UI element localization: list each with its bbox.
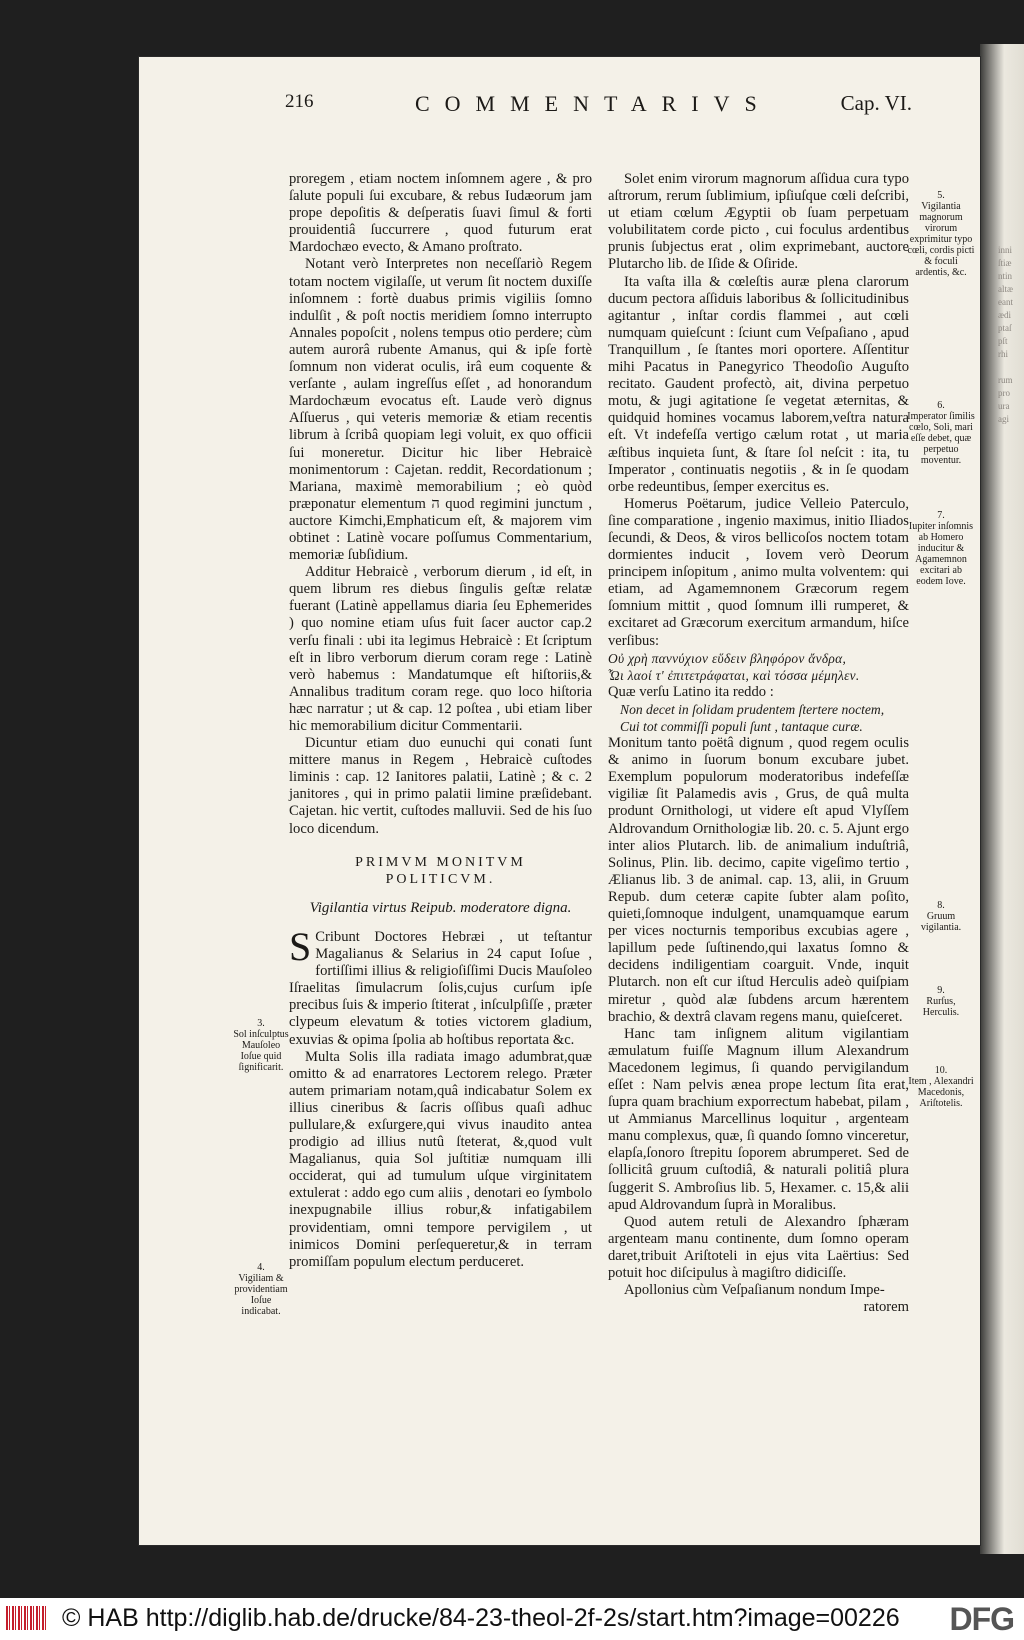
margin-note-text: Vigiliam & providentiam Ioſue indicabat. (234, 1273, 288, 1317)
running-header (285, 91, 912, 115)
margin-note (907, 900, 975, 933)
section-heading (289, 854, 592, 888)
dfg-logo: DFG (949, 1601, 1014, 1637)
margin-note (907, 985, 975, 1018)
greek-verse: Οὐ χρὴ παννύχιον εὕδειν βληφόρον ἄνδρα, (608, 650, 847, 666)
paragraph: Notant verò Interpretes non neceſſariò Regem totam noctem vigilaſſe, ut verum ſit noctem duxiſſe inſomnem : fortè duabus primis vigiliis ſomno indulſit , & poſt noctis meridiem ſomno interrupto Annales popoſcit , nolens tempus otio perdere; cùm autem aurorâ rubente Amanus, qui & ipſe fortè ſomnum non viderat oculis, irâ eum coquente & verſante , aulam ingreſſus eſſet , ad honorandum Mardochæum evocatus eſt. Laude verò dignus Aſſuerus , qui veteris memoriæ & etiam recentis librum à ſcribâ quopiam legi voluit, ex quo officii ſui moneretur. Dicitur hic liber Hebraicè monimentorum : Cajetan. reddit, Recordationum ; Mariana, maximè memorabilium ; eò quòd præponatur elementum ה quod regimini junctum , auctore Kimchi,Emphaticum eſt, & majorem vim obtinet : Latinè vocare poſſumus Commentarium, memoriæ ſubſidium. (289, 256, 592, 564)
greek-verse: Ὧι λαοί τ' ἐπιτετράφαται, καὶ τόσσα μέμηλεν. (608, 667, 860, 683)
margin-note-number: 9. (937, 985, 945, 996)
latin-verse: Non decet in ſolidam prudentem ſtertere noctem, (620, 701, 885, 717)
margin-note (232, 1262, 290, 1317)
adjacent-page-edge: inni ſtiæ ntin altæ eant ædi ptaſ pſt rhi rum pro ura agi (980, 44, 1024, 1554)
margin-note-text: Vigilantia magnorum virorum exprimitur typo cœli, cordis picti & foculi ardentis, &c. (907, 201, 975, 278)
paragraph: Quæ verſu Latino ita reddo : (608, 683, 774, 700)
margin-note-number: 10. (934, 1065, 948, 1076)
source-link[interactable]: © HAB http://diglib.hab.de/drucke/84-23-theol-2f-2s/start.htm?image=00226 (62, 1604, 900, 1632)
chapter-label: Cap. VI. (840, 91, 912, 115)
paragraph: Multa Solis illa radiata imago adumbrat,quæ omitto & ad enarratores Lectorem relego. Præter autem primariam notam,quâ indicabatur Solem ex illius cineribus & ſacris oſſibus quaſi adhuc pullulare,& exſurgere,qui vivus inaudito antea prodigio ad illius nutû ſteterat, &,quod vult Magalianus, quia Sol juſtitiæ numquam illi occiderat, qui ad tumulum uſque virginitatem extulerat : addo ego cum aliis , denotari eo ſymbolo inexpugnabile illius robur,& infatigabilem providentiam, omni tempore pervigilem , ut inimicos Domini perſequeretur,& in terram promiſſam populum electum perduceret. (289, 1048, 592, 1270)
paragraph: Solet enim virorum magnorum aſſidua cura typo aſtrorum, rerum ſublimium, ipſiuſque cœli deſcribi, ut etiam cœlum Ægyptii ob ſuam perpetuam volubilitatem corde picto , cui foculus ardentibus prunis ſubjectus erat , olim exprimebant, auctore Plutarcho lib. de Iſide & Oſiride. (608, 171, 909, 273)
margin-note-text: Sol inſculptus Mauſoleo Ioſue quid ſignificarit. (233, 1029, 289, 1073)
margin-note-text: Imperator ſimilis cœlo, Soli, mari eſſe debet, quæ perpetuo moventur. (907, 411, 975, 466)
paragraph: Monitum tanto poëtâ dignum , quod regem oculis & animo in ſuorum bonum excubare jubet. Exemplum populorum moderatoribus indefeſſæ vigiliæ ſit Palamedis avis , Grus, de quâ multa produnt Ornithologi, ut videre eſt apud Vlyſſem Aldrovandum Ornithologiæ lib. 20. c. 5. Ajunt ergo inter alios Plutarch. lib. de animalium induſtriâ, Solinus, Plin. lib. decimo, capite vigeſimo tertio , Ælianus lib. 3 de animal. cap. 13, alii, in Gruum Repub. dum ceteræ capite ſubter alam poſito, quieti,ſomnoque indulgent, unamquamque earum per vices nocturnis temporibus excubias agere , lapillum pede ſuſtinendo,qui laxatus ſomno & decidens indiligentiam coarguit. Vnde, inquit Plutarch. non eſt cur iſtud Herculis adeò quiſpiam miretur , quòd alæ ſubdens arcum hærentem brachio, & dextrâ clavam regens manu, quieſceret. (608, 735, 909, 1025)
drop-capital: S (289, 923, 312, 969)
margin-note-number: 5. (937, 190, 945, 201)
margin-note (907, 510, 975, 587)
margin-note-text: Rurſus, Herculis. (922, 996, 960, 1018)
paragraph: Additur Hebraicè , verborum dierum , id eſt, in quem librum res diebus ſingulis geſtæ relatæ fuerant (Latinè appellamus diaria ſeu Ephemerides ) quo nomine etiam uſus fuit ſacer auctor cap.2 verſu finali : ubi ita legimus Hebraicè : Et ſcriptum eſt in libro verborum dierum coram rege : Latinè verò habemus : Mandatumque eſt hiſtoriis,& Annalibus traditum coram rege. quo loco hiſtoria hæc narratur ; ut & cap. 12 poſtea , ubi etiam liber hic memorabilium dicitur Commentarii. (289, 564, 592, 734)
margin-note (907, 190, 975, 278)
paragraph (289, 923, 592, 1049)
right-column (608, 171, 909, 1316)
heading-line: POLITICVM. (385, 871, 496, 887)
heading-line: PRIMVM MONITVM (355, 854, 526, 870)
page-number: 216 (285, 91, 314, 112)
paragraph: Ita vaſta illa & cœleſtis auræ plena clarorum ducum pectora aſſiduis laboribus & ſollicitudinibus agitantur , inſtar cordis flammei , aut cœli numquam quieſcunt : ſciunt cum Veſpaſiano , apud Tranquillum , ſe ſtantes mori oportere. Aſſentitur mihi Pacatus in Panegyrico Theodoſio Auguſto recitato. Gaudent profectò, ait, divina perpetuo motu, & jugi agitatione ſe vegetat æternitas, & quidquid homines vocamus laborem,veſtra natura eſt. Vt indefeſſa vertigo cælum rotat , ut maria æſtibus inquieta ſunt, & ſtare ſol neſcit : ita, tu Imperator , continuatis negotiis , & in ſe quodam orbe redeuntibus, ſemper exercitus es. (608, 273, 909, 495)
running-title: COMMENTARIVS (415, 91, 772, 116)
latin-verse: Cui tot commiſſi populi ſunt , tantaque curæ. (620, 719, 863, 734)
margin-note-number: 7. (937, 510, 945, 521)
margin-note-number: 8. (937, 900, 945, 911)
catchword: ratorem (863, 1299, 909, 1316)
section-subheading: Vigilantia virtus Reipub. moderatore digna. (309, 899, 572, 916)
margin-note-number: 4. (257, 1262, 265, 1273)
margin-note (907, 400, 975, 466)
paragraph: Dicuntur etiam duo eunuchi qui conati ſunt mittere manus in Regem , Hebraicè cuſtodes liminis : cap. 12 Ianitores palatii, Latinè ; & c. 2 janitores , qui in primo palatii limine præſidebant. Cajetan. hic vertit, cuſtodes malluvii. Sed de his ſuo loco dicendum. (289, 735, 592, 837)
paragraph: Apollonius cùm Veſpaſianum nondum Impe- (624, 1282, 885, 1299)
paragraph: proregem , etiam noctem inſomnem agere , & pro ſalute populi ſui excubare, & rebus Iudæorum jam prope depoſitis & deſperatis ſuavi ſimul & forti prouidentiâ ſuccurrere , quod futurum erat Mardochæo evecto, & Amano proſtrato. (289, 171, 592, 256)
paragraph: Hanc tam inſignem alitum vigilantiam æmulatum fuiſſe Magnum illum Alexandrum Macedonem legimus, ſi quando pervigilandum eſſet : Nam pelvis ænea prope lectum ſita erat, ſupra quam brachium exporrectum habebat, pilam , ut Ammianus Marcellinus loquitur , argenteam manu complexus, quæ, ſi quando ſomno vinceretur, elapſa,ſonoro ſtrepitu ſoporem abrumperet. Sed de ſollicitâ gruum cuſtodiâ, & naturali politiâ plura ſuggerit S. Ambroſius lib. 5, Hexamer. c. 15,& alii apud Aldrovandum ſuprà in Moralibus. (608, 1025, 909, 1213)
barcode-icon (6, 1606, 46, 1630)
margin-note (232, 1018, 290, 1073)
footer-bar (0, 1598, 1024, 1640)
margin-note-number: 3. (257, 1018, 265, 1029)
margin-note-text: Iupiter inſomnis ab Homero inducitur & Agamemnon excitari ab eodem Iove. (908, 521, 974, 587)
margin-note-text: Gruum vigilantia. (920, 911, 962, 933)
paragraph-text: Cribunt Doctores Hebræi , ut teſtantur Magalianus & Selarius in 24 caput Ioſue , fortiſſimi illius & religioſiſſimi Ducis Mauſoleo Iſraelitas ſimulacrum ſolis,cujus curſum ipſe precibus ſuis & imperio ſtiterat , inſculpſiſſe , præter clypeum elevatum & toties victorem gladium, exuvias & opima ſpolia ab hoſtibus reportata &c. (289, 928, 592, 1048)
margin-note (907, 1065, 975, 1109)
margin-note-number: 6. (937, 400, 945, 411)
left-column (289, 171, 592, 1271)
margin-note-text: Item , Alexandri Macedonis, Ariſtotelis. (908, 1076, 974, 1109)
paragraph: Quod autem retuli de Alexandro ſphæram argenteam manu continente, dum ſomno operam daret,tribuit Ariſtoteli in ejus vita Laërtius: Sed potuit hoc diſcipulus à magiſtro didiciſſe. (608, 1213, 909, 1281)
paragraph: Homerus Poëtarum, judice Velleio Paterculo, ſine comparatione , ingenio maximus, initio Iliados ſecundi, & Deos, & viros bellicoſos noctem totam dormientes inducit , Iovem verò Deorum principem inſopitum , animo multa volventem: qui etiam, ad Agamemnonem Græcorum regem ſomnium mittit , quod ſomnum illi rumperet, & excitaret ad Græcorum exercitum armandum, hiſce verſibus: (608, 495, 909, 649)
